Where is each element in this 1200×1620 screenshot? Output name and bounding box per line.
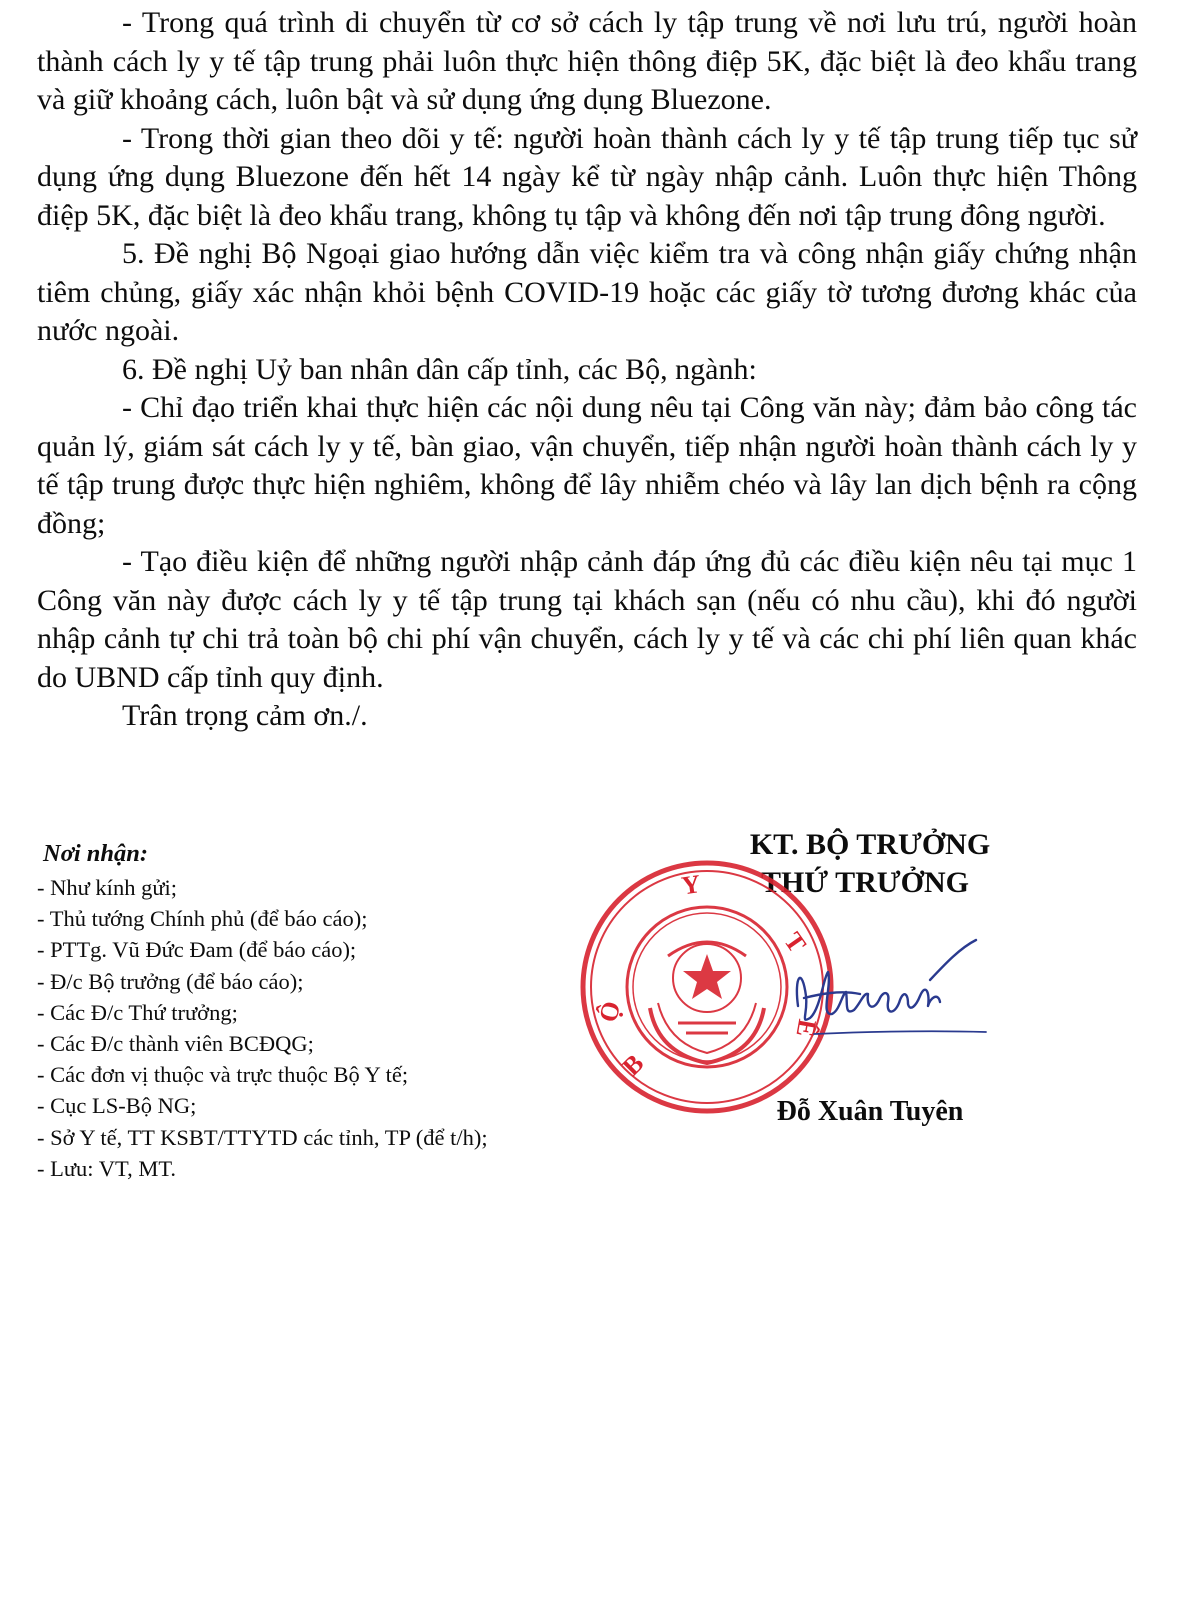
recipient-item: - Lưu: VT, MT. bbox=[37, 1155, 177, 1181]
recipients-block bbox=[37, 838, 657, 1184]
paragraph-travel-5k: - Trong quá trình di chuyển từ cơ sở cách ly tập trung về nơi lưu trú, người hoàn thành cách ly y tế tập trung phải luôn thực hiện thông điệp 5K, đặc biệt là đeo khẩu trang và giữ khoảng cách, luôn bật và sử dụng ứng dụng Bluezone. bbox=[37, 6, 1137, 116]
recipient-item: - PTTg. Vũ Đức Đam (để báo cáo); bbox=[37, 937, 357, 963]
signer-title-line1: KT. BỘ TRƯỞNG bbox=[749, 828, 991, 861]
paragraph-item-6-hotel: - Tạo điều kiện để những người nhập cảnh đáp ứng đủ các điều kiện nêu tại mục 1 Công văn này được cách ly y tế tập trung tại khách sạn (nếu có nhu cầu), khi đó người nhập cảnh tự chi trả toàn bộ chi phí vận chuyển, cách ly y tế và các chi phí liên quan khác do UBND cấp tỉnh quy định. bbox=[37, 545, 1137, 694]
recipient-item: - Như kính gửi; bbox=[37, 875, 178, 900]
signer-name: Đỗ Xuân Tuyên bbox=[776, 1096, 964, 1127]
paragraph-item-6: 6. Đề nghị Uỷ ban nhân dân cấp tỉnh, các Bộ, ngành: bbox=[122, 352, 757, 386]
handwritten-signature bbox=[780, 936, 990, 1046]
recipients-list bbox=[37, 872, 657, 1184]
document-body bbox=[37, 4, 1137, 736]
seal-ring-text-y: Y bbox=[679, 869, 703, 901]
seal-star-icon bbox=[683, 954, 731, 999]
recipient-item: - Các đơn vị thuộc và trực thuộc Bộ Y tế; bbox=[37, 1062, 409, 1088]
recipient-item: - Các Đ/c Thứ trưởng; bbox=[37, 999, 238, 1025]
seal-ring-text-o: Ộ bbox=[593, 998, 627, 1026]
signer-title-line2: THỨ TRƯỞNG bbox=[760, 866, 970, 899]
recipient-item: - Đ/c Bộ trưởng (để báo cáo); bbox=[37, 968, 304, 994]
recipient-item: - Các Đ/c thành viên BCĐQG; bbox=[37, 1031, 314, 1057]
seal-ring-text-e: Ế bbox=[790, 1017, 823, 1040]
recipient-item: - Thủ tướng Chính phủ (để báo cáo); bbox=[37, 906, 368, 932]
paragraph-monitoring-period: - Trong thời gian theo dõi y tế: người hoàn thành cách ly y tế tập trung tiếp tục sử dụng ứng dụng Bluezone đến hết 14 ngày kể từ ngày nhập cảnh. Luôn thực hiện Thông điệp 5K, đặc biệt là đeo khẩu trang, không tụ tập và không đến nơi tập trung đông người. bbox=[37, 121, 1137, 232]
closing-thanks: Trân trọng cảm ơn./. bbox=[122, 699, 368, 732]
seal-ring-text-te: T bbox=[778, 926, 812, 958]
paragraph-item-5: 5. Đề nghị Bộ Ngoại giao hướng dẫn việc kiểm tra và công nhận giấy chứng nhận tiêm chủng, giấy xác nhận khỏi bệnh COVID-19 hoặc các giấy tờ tương đương khác của nước ngoài. bbox=[37, 237, 1137, 347]
seal-ring-text-b: B bbox=[616, 1048, 650, 1082]
recipients-heading: Nơi nhận: bbox=[43, 840, 149, 867]
recipient-item: - Cục LS-Bộ NG; bbox=[37, 1093, 197, 1119]
paragraph-item-6-direct: - Chỉ đạo triển khai thực hiện các nội dung nêu tại Công văn này; đảm bảo công tác quản lý, giám sát cách ly y tế, bàn giao, vận chuyển, tiếp nhận người hoàn thành cách ly y tế tập trung được thực hiện nghiêm, không để lây nhiễm chéo và lây lan dịch bệnh ra cộng đồng; bbox=[37, 391, 1137, 540]
recipient-item: - Sở Y tế, TT KSBT/TTYTD các tỉnh, TP (để t/h); bbox=[37, 1124, 488, 1150]
